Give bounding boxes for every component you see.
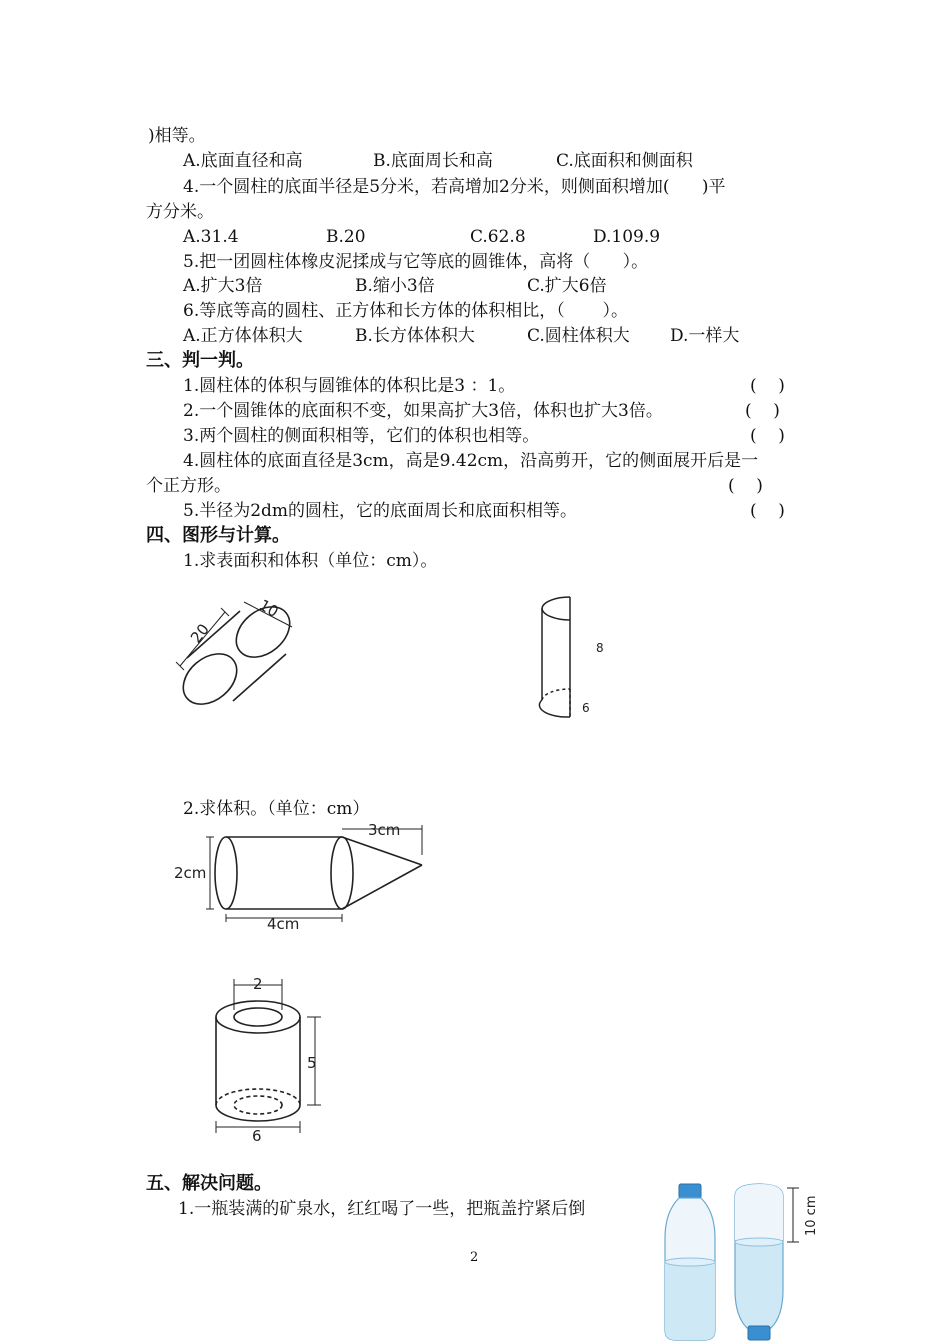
cylinder-length-label-2: 4cm	[267, 915, 300, 933]
q5-option-b: B.缩小3倍	[355, 276, 435, 296]
figure-q2-text: 2.求体积。（单位：cm）	[183, 799, 370, 819]
q4-text: 4.一个圆柱的底面半径是5分米，若高增加2分米，则侧面积增加( )平	[183, 177, 726, 197]
section3-title: 三、判一判。	[146, 350, 254, 371]
q3-option-a: A.底面直径和高	[183, 151, 303, 171]
half-cylinder-height-label: 8	[596, 641, 604, 655]
q4-option-b: B.20	[326, 227, 366, 247]
q5-text: 5.把一团圆柱体橡皮泥揉成与它等底的圆锥体，高将（ ）。	[183, 252, 649, 272]
q4-option-a: A.31.4	[183, 227, 239, 247]
judge-item-4: 4.圆柱体的底面直径是3cm，高是9.42cm，沿高剪开，它的侧面展开后是一	[183, 451, 759, 471]
inner-diameter-label: 2	[253, 975, 263, 993]
answer-blank-4[interactable]: ( )	[728, 476, 763, 496]
q5-options	[0, 275, 950, 297]
outer-diameter-label: 6	[252, 1127, 262, 1145]
answer-blank-3[interactable]: ( )	[750, 426, 785, 446]
half-cylinder-figure	[530, 592, 620, 727]
bottle-height-label: 10 cm	[804, 1195, 819, 1236]
judge-item-4-cont: 个正方形。	[146, 476, 231, 496]
judge-item-5: 5.半径为2dm的圆柱，它的底面周长和底面积相等。	[183, 501, 578, 521]
q6-option-d: D.一样大	[670, 326, 740, 346]
answer-blank-2[interactable]: ( )	[745, 401, 780, 421]
cylinder-diameter-label-2: 2cm	[174, 864, 207, 882]
answer-blank-5[interactable]: ( )	[750, 501, 785, 521]
q6-option-b: B.长方体体积大	[355, 326, 475, 346]
q3-option-c: C.底面积和侧面积	[556, 151, 693, 171]
hollow-cylinder-figure	[195, 965, 335, 1145]
q6-option-c: C.圆柱体积大	[527, 326, 630, 346]
tilted-cylinder-figure	[170, 582, 310, 722]
q6-options	[0, 325, 950, 347]
q4-option-c: C.62.8	[470, 227, 526, 247]
bottles-figure	[655, 1178, 825, 1344]
judge-item-1: 1.圆柱体的体积与圆锥体的体积比是3 ：1。	[183, 376, 516, 396]
bottle1-cap	[679, 1184, 701, 1198]
cone-height-label: 3cm	[368, 821, 401, 839]
q6-text: 6.等底等高的圆柱、正方体和长方体的体积相比，（ ）。	[183, 301, 629, 321]
problem-1-text: 1.一瓶装满的矿泉水，红红喝了一些，把瓶盖拧紧后倒	[178, 1199, 586, 1219]
q5-option-c: C.扩大6倍	[527, 276, 607, 296]
judge-item-3: 3.两个圆柱的侧面积相等，它们的体积也相等。	[183, 426, 540, 446]
cylinder-length-label: 20	[186, 620, 213, 647]
q5-option-a: A.扩大3倍	[183, 276, 263, 296]
answer-blank-1[interactable]: ( )	[750, 376, 785, 396]
bottle1-water	[665, 1262, 715, 1340]
q3-option-b: B.底面周长和高	[373, 151, 493, 171]
half-cylinder-diameter-label: 6	[582, 701, 590, 715]
q3-continuation: )相等。	[148, 126, 206, 146]
q4-text-cont: 方分米。	[146, 202, 214, 222]
q4-options	[0, 226, 950, 248]
bottle2-cap	[748, 1326, 770, 1340]
section4-title: 四、图形与计算。	[146, 525, 290, 546]
cylinder-bottom-ellipse	[174, 644, 247, 715]
cylinder-cone-figure	[170, 815, 435, 935]
judge-item-2: 2.一个圆锥体的底面积不变，如果高扩大3倍，体积也扩大3倍。	[183, 401, 663, 421]
q6-option-a: A.正方体体积大	[183, 326, 303, 346]
section5-title: 五、解决问题。	[146, 1173, 272, 1194]
cylinder-diameter-label: 10	[256, 595, 282, 622]
q4-option-d: D.109.9	[593, 227, 661, 247]
hollow-height-label: 5	[307, 1054, 317, 1072]
q3-options	[0, 150, 950, 172]
page-number: 2	[470, 1250, 479, 1265]
figure-q1-text: 1.求表面积和体积（单位：cm）。	[183, 551, 438, 571]
